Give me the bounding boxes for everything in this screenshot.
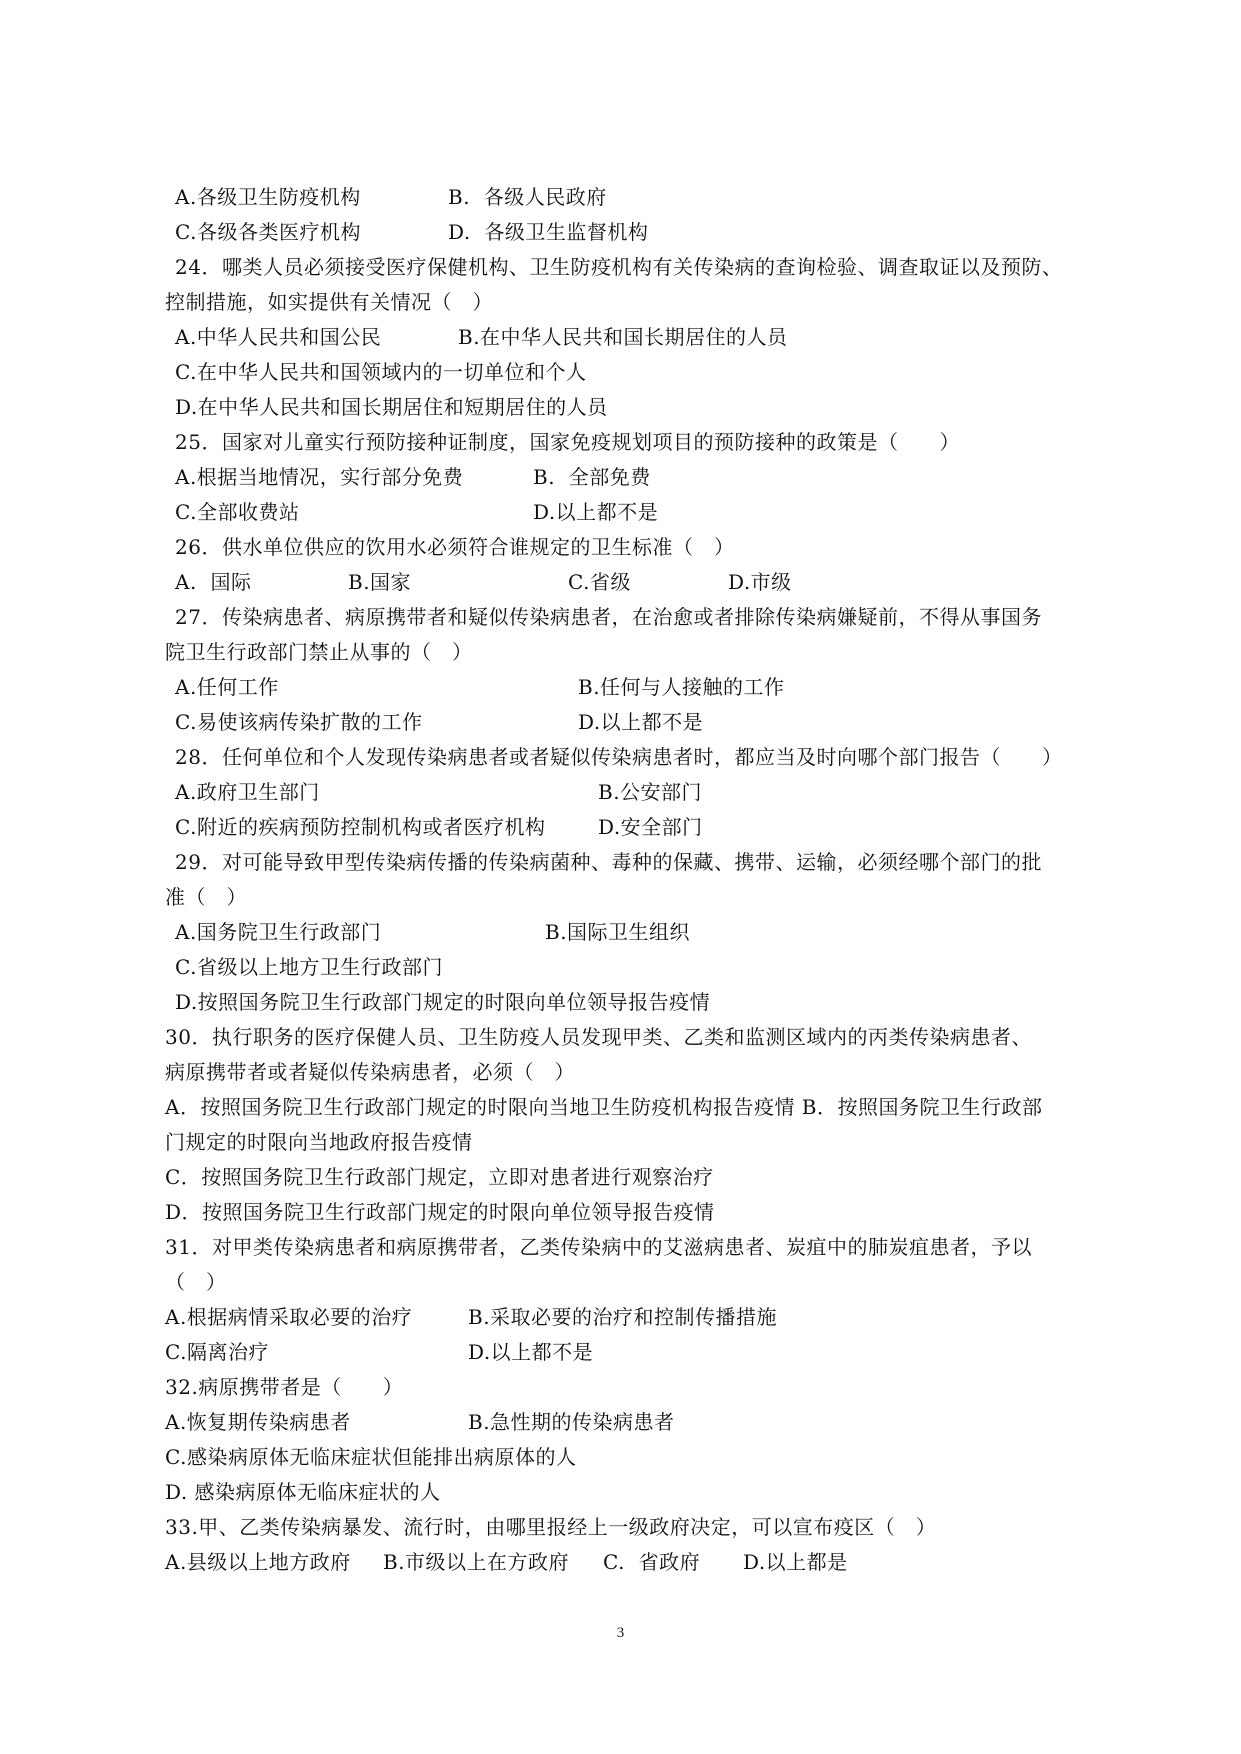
q29-option-d: D.按照国务院卫生行政部门规定的时限向单位领导报告疫情: [175, 990, 711, 1014]
q29-option-a: A.国务院卫生行政部门: [175, 920, 382, 944]
q30-option-d: D．按照国务院卫生行政部门规定的时限向单位领导报告疫情: [165, 1200, 715, 1224]
q27-option-c: C.易使该病传染扩散的工作: [175, 710, 423, 734]
q31-option-c: C.隔离治疗: [165, 1340, 269, 1364]
q27-option-d: D.以上都不是: [578, 710, 704, 734]
q24-option-c: C.在中华人民共和国领域内的一切单位和个人: [175, 360, 587, 384]
q31-option-b: B.采取必要的治疗和控制传播措施: [468, 1305, 778, 1329]
q29-option-b: B.国际卫生组织: [545, 920, 691, 944]
q33-option-c: C. 省政府: [603, 1550, 701, 1574]
q32-option-d: D. 感染病原体无临床症状的人: [165, 1480, 441, 1504]
q33-option-b: B.市级以上在方政府: [383, 1550, 570, 1574]
q24-option-a: A.中华人民共和国公民: [175, 325, 382, 349]
q30-option-c: C．按照国务院卫生行政部门规定，立即对患者进行观察治疗: [165, 1165, 714, 1189]
q25-option-b: B. 全部免费: [533, 465, 651, 489]
q23-option-d: D. 各级卫生监督机构: [448, 220, 649, 244]
q32-text-line1: 32.病原携带者是（ ）: [165, 1375, 404, 1399]
q26-option-a: A. 国际: [175, 570, 252, 594]
q24-text-line1: 24．哪类人员必须接受医疗保健机构、卫生防疫机构有关传染病的查询检验、调查取证以及预防、: [175, 255, 1063, 279]
q32-option-a: A.恢复期传染病患者: [165, 1410, 351, 1434]
q27-text-line1: 27．传染病患者、病原携带者和疑似传染病患者，在治愈或者排除传染病嫌疑前，不得从事国务: [175, 605, 1042, 629]
q28-option-d: D.安全部门: [598, 815, 703, 839]
q33-option-a: A.县级以上地方政府: [165, 1550, 351, 1574]
q32-option-c: C.感染病原体无临床症状但能排出病原体的人: [165, 1445, 577, 1469]
q29-text-line1: 29．对可能导致甲型传染病传播的传染病菌种、毒种的保藏、携带、运输，必须经哪个部门的批: [175, 850, 1042, 874]
q33-text-line1: 33.甲、乙类传染病暴发、流行时，由哪里报经上一级政府决定，可以宣布疫区（ ）: [165, 1515, 937, 1539]
q26-option-d: D.市级: [728, 570, 792, 594]
q25-option-d: D.以上都不是: [533, 500, 659, 524]
q27-option-a: A.任何工作: [175, 675, 279, 699]
q25-text-line1: 25．国家对儿童实行预防接种证制度，国家免疫规划项目的预防接种的政策是（ ）: [175, 430, 960, 454]
page-number: 3: [616, 1625, 625, 1641]
q33-option-d: D.以上都是: [743, 1550, 848, 1574]
q28-option-c: C.附近的疾病预防控制机构或者医疗机构: [175, 815, 546, 839]
q31-text-line2: （ ）: [165, 1270, 227, 1294]
q29-text-line2: 准（ ）: [165, 885, 247, 909]
q31-text-line1: 31．对甲类传染病患者和病原携带者，乙类传染病中的艾滋病患者、炭疽中的肺炭疽患者，予以: [165, 1235, 1032, 1259]
q31-option-d: D.以上都不是: [468, 1340, 594, 1364]
q24-option-d: D.在中华人民共和国长期居住和短期居住的人员: [175, 395, 608, 419]
q23-option-b: B. 各级人民政府: [448, 185, 607, 209]
q30-text-line1: 30．执行职务的医疗保健人员、卫生防疫人员发现甲类、乙类和监测区域内的丙类传染病患者、: [165, 1025, 1032, 1049]
q29-option-c: C.省级以上地方卫生行政部门: [175, 955, 443, 979]
q30-text-line2: 病原携带者或者疑似传染病患者，必须（ ）: [165, 1060, 575, 1084]
q23-option-c: C.各级各类医疗机构: [175, 220, 361, 244]
q31-option-a: A.根据病情采取必要的治疗: [165, 1305, 413, 1329]
q30-option-b-cont: 门规定的时限向当地政府报告疫情: [165, 1130, 473, 1154]
q24-text-line2: 控制措施，如实提供有关情况（ ）: [165, 290, 493, 314]
q25-option-c: C.全部收费站: [175, 500, 300, 524]
q27-text-line2: 院卫生行政部门禁止从事的（ ）: [165, 640, 473, 664]
q26-option-b: B.国家: [348, 570, 412, 594]
q26-text-line1: 26．供水单位供应的饮用水必须符合谁规定的卫生标准（ ）: [175, 535, 735, 559]
q28-option-b: B.公安部门: [598, 780, 703, 804]
q26-option-c: C.省级: [568, 570, 631, 594]
q25-option-a: A.根据当地情况，实行部分免费: [175, 465, 464, 489]
q24-option-b: B.在中华人民共和国长期居住的人员: [458, 325, 788, 349]
q23-option-a: A.各级卫生防疫机构: [175, 185, 361, 209]
q27-option-b: B.任何与人接触的工作: [578, 675, 785, 699]
q28-option-a: A.政府卫生部门: [175, 780, 320, 804]
q32-option-b: B.急性期的传染病患者: [468, 1410, 675, 1434]
q30-option-ab: A．按照国务院卫生行政部门规定的时限向当地卫生防疫机构报告疫情 B．按照国务院卫生行政部: [165, 1095, 1043, 1119]
q28-text-line1: 28．任何单位和个人发现传染病患者或者疑似传染病患者时，都应当及时向哪个部门报告（ ）: [175, 745, 1063, 769]
